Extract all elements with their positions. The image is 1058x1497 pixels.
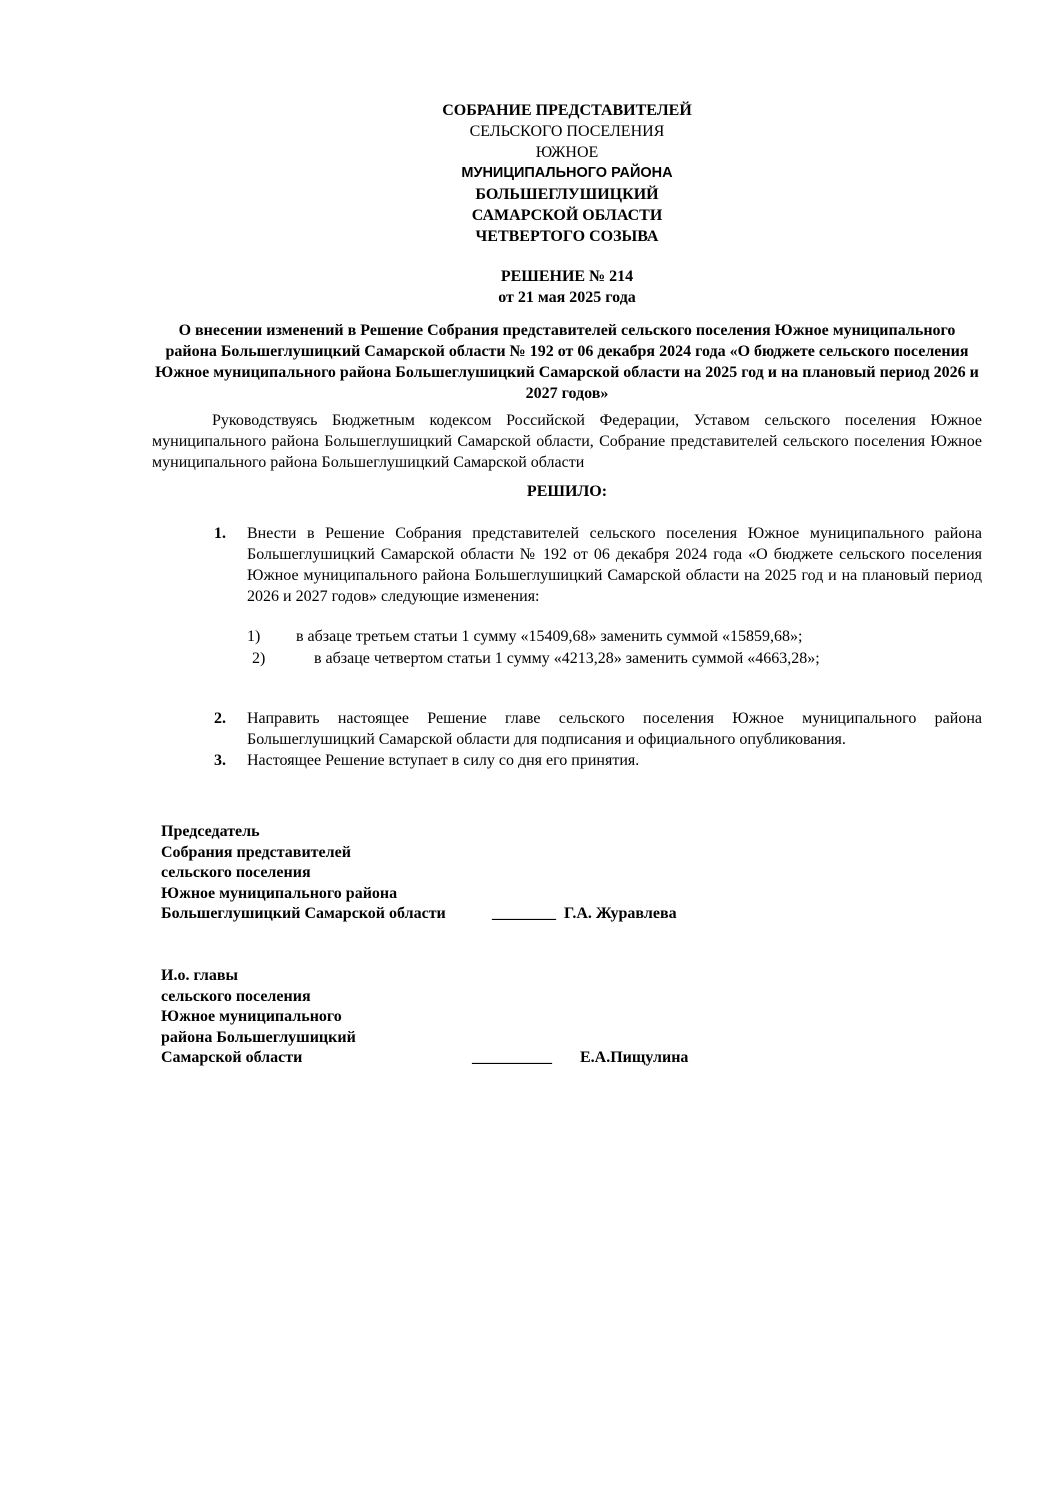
org-name-line: ЧЕТВЕРТОГО СОЗЫВА: [475, 228, 659, 245]
item-number: 1.: [214, 525, 226, 542]
signer-title-line: района Большеглушицкий: [161, 1028, 356, 1046]
item-text: Направить настоящее Решение главе сельского поселения Южное муниципального района Большеглушицкий Самарской области для подписания и официального опубликования.: [247, 710, 982, 748]
signer-title-text: Самарской области: [161, 1049, 303, 1066]
signature-line: ________: [492, 905, 556, 922]
decision-heading: [0, 266, 1058, 308]
signer-title-line: Южное муниципального района: [161, 884, 398, 902]
org-name-line: САМАРСКОЙ ОБЛАСТИ: [471, 207, 663, 224]
signer-title-line: Председатель: [161, 823, 260, 840]
org-name-line: СЕЛЬСКОГО ПОСЕЛЕНИЯ: [469, 123, 665, 140]
signature-line: __________: [472, 1049, 552, 1066]
signer-title-line: И.о. главы: [161, 967, 239, 984]
document-header: [0, 100, 1058, 247]
signer-title-line: [161, 1048, 689, 1069]
list-item: [214, 750, 982, 771]
sub-item-text: в абзаце четвертом статьи 1 сумму «4213,28» заменить суммой «4663,28»;: [314, 650, 820, 667]
sub-item-number: 1): [247, 628, 261, 645]
signer-title-line: Собрания представителей: [161, 843, 351, 861]
decision-date: от 21 мая 2025 года: [498, 289, 636, 306]
intro-paragraph: Руководствуясь Бюджетным кодексом Российской Федерации, Уставом сельского поселения Южное муниципального района Большеглушицкий Самарской области, Собрание представителей сельского поселения Южное муниципального района Большеглушицкий Самарской области: [152, 412, 982, 471]
signer-title-line: [161, 904, 677, 925]
signature-block-head: [161, 966, 689, 1069]
sub-item-number: 2): [252, 650, 266, 667]
item-number: 3.: [214, 752, 226, 769]
signer-title-line: Южное муниципального: [161, 1008, 342, 1025]
signer-title-text: Большеглушицкий Самарской области: [161, 905, 446, 922]
resolved-heading: РЕШИЛО:: [526, 483, 608, 500]
item-text: Внести в Решение Собрания представителей сельского поселения Южное муниципального района Большеглушицкий Самарской области № 192 от 06 декабря 2024 года «О бюджете сельского поселения Южное муниципального района Большеглушицкий Самарской области на 2025 год и на плановый период 2026 и 2027 годов» следующие изменения:: [247, 525, 982, 605]
org-name-line: БОЛЬШЕГЛУШИЦКИЙ: [475, 186, 659, 203]
decision-number: РЕШЕНИЕ № 214: [500, 268, 634, 285]
list-item: [214, 523, 982, 607]
signer-name: Е.А.Пищулина: [580, 1049, 689, 1066]
decision-title: О внесении изменений в Решение Собрания представителей сельского поселения Южное муниципального района Большеглушицкий Самарской области № 192 от 06 декабря 2024 года «О бюджете сельского поселения Южное муниципального района Большеглушицкий Самарской области на 2025 год и на плановый период 2026 и 2027 годов»: [155, 322, 979, 402]
signer-title-line: сельского поселения: [161, 864, 311, 881]
org-name-line: МУНИЦИПАЛЬНОГО РАЙОНА: [461, 165, 673, 181]
item-number: 2.: [214, 710, 226, 727]
org-name-line: СОБРАНИЕ ПРЕДСТАВИТЕЛЕЙ: [442, 102, 692, 119]
signature-block-chairman: [161, 822, 677, 925]
list-item: [214, 708, 982, 750]
signer-title-line: сельского поселения: [161, 987, 311, 1005]
item-text: Настоящее Решение вступает в силу со дня его принятия.: [247, 752, 640, 769]
signer-name: Г.А. Журавлева: [564, 905, 677, 922]
org-name-line: ЮЖНОЕ: [535, 144, 599, 161]
sub-item-text: в абзаце третьем статьи 1 сумму «15409,68» заменить суммой «15859,68»;: [296, 628, 803, 645]
